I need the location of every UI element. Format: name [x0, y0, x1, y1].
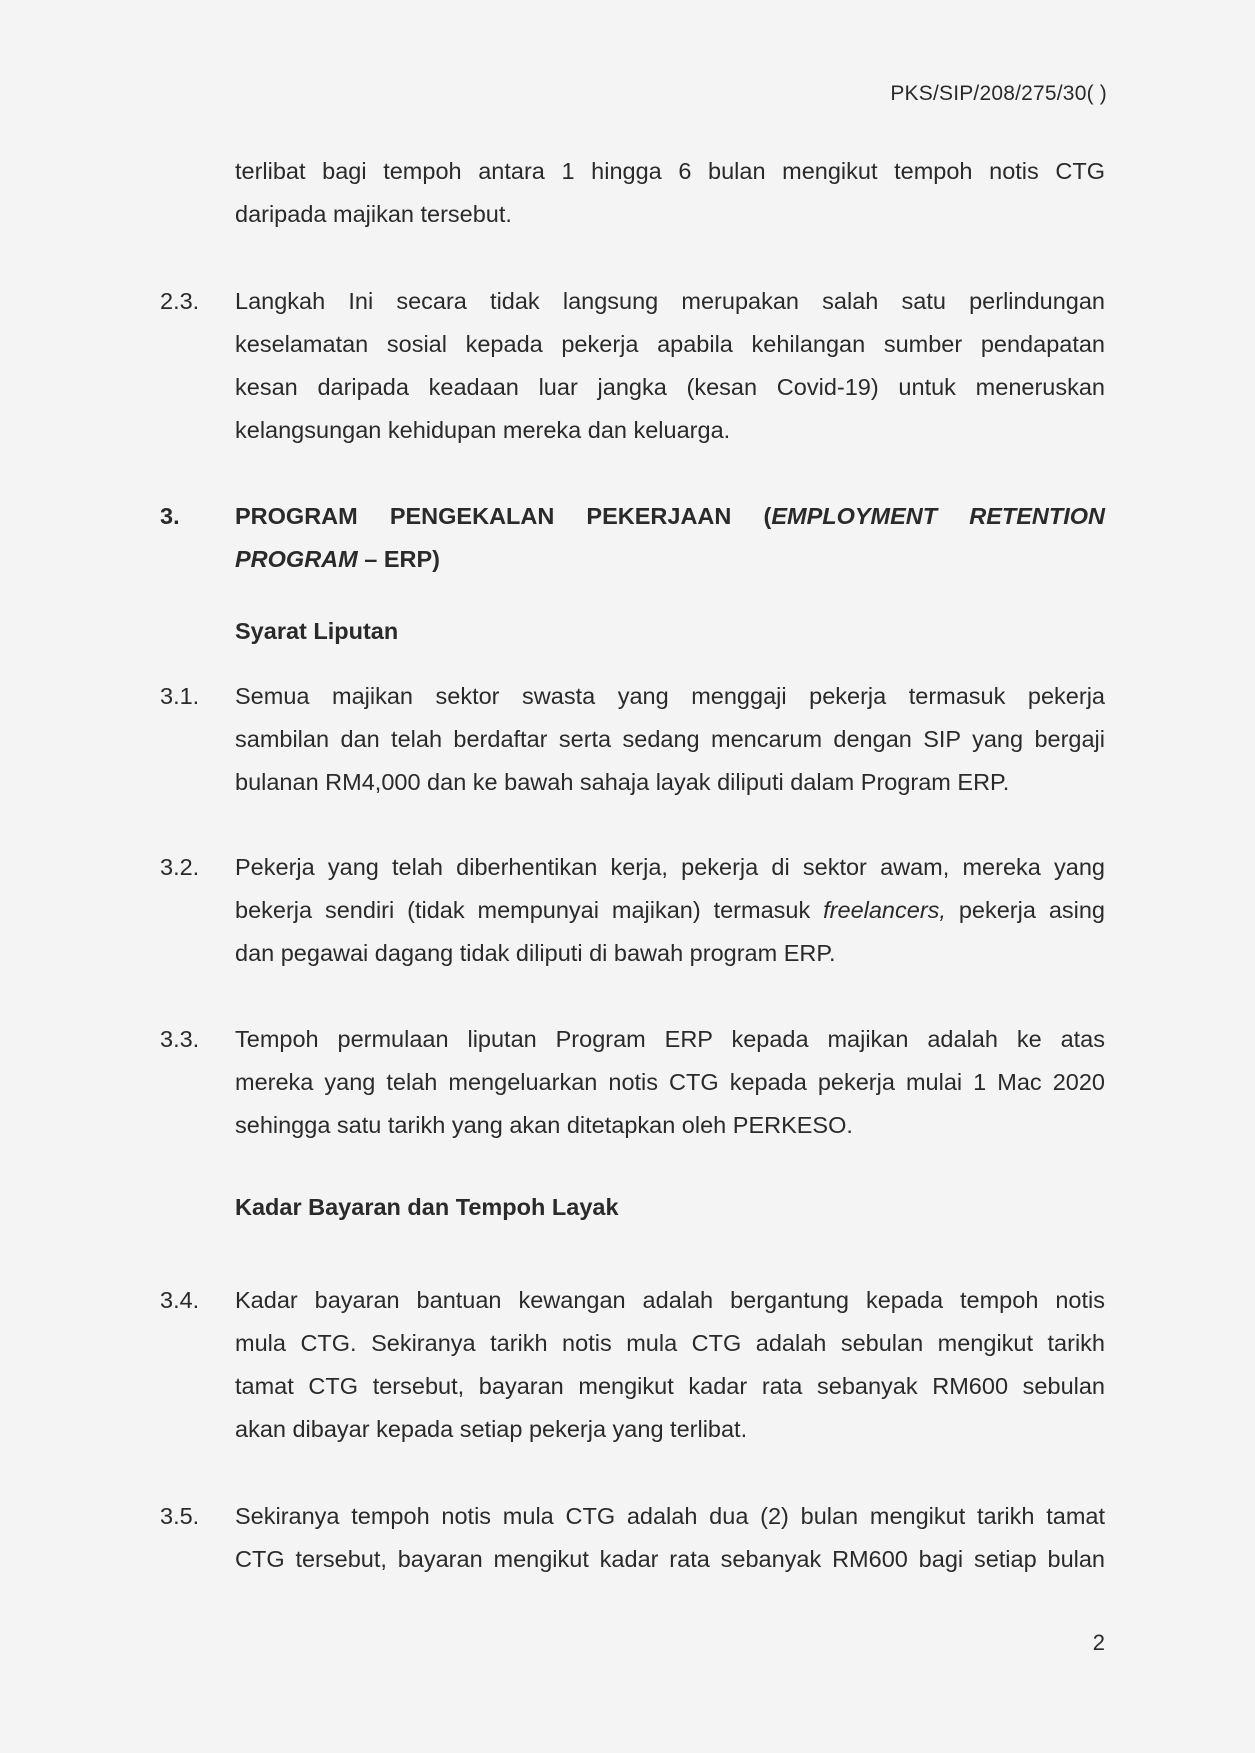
paragraph-number: 3.3.: [160, 1026, 200, 1052]
text-line: [235, 889, 1105, 932]
text-part: bekerja sendiri (tidak mempunyai majikan) termasuk: [235, 897, 824, 923]
section-title-italic: EMPLOYMENT RETENTION: [771, 503, 1105, 529]
paragraph-3-3: [160, 1018, 1105, 1147]
section-title-part: – ERP): [357, 546, 441, 572]
text-line: dan pegawai dagang tidak diliputi di bawah program ERP.: [235, 940, 836, 966]
text-line: sehingga satu tarikh yang akan ditetapkan oleh PERKESO.: [235, 1112, 853, 1138]
text-line: kelangsungan kehidupan mereka dan keluarga.: [235, 417, 731, 443]
paragraph-3-1: [160, 675, 1105, 804]
paragraph-2-3: [160, 280, 1105, 452]
text-line: sambilan dan telah berdaftar serta sedang mencarum dengan SIP yang bergaji: [235, 726, 1105, 752]
reference-number: PKS/SIP/208/275/30( ): [890, 82, 1107, 105]
section-title-italic: PROGRAM: [235, 546, 358, 572]
text-line: Tempoh permulaan liputan Program ERP kepada majikan adalah ke atas: [235, 1026, 1105, 1052]
section-title-line-1: [235, 495, 1105, 538]
section-3-heading: [160, 495, 1105, 581]
subheading-coverage: Syarat Liputan: [235, 618, 399, 644]
text-line: mula CTG. Sekiranya tarikh notis mula CTG adalah sebulan mengikut tarikh: [235, 1330, 1105, 1356]
paragraph-number: 3.2.: [160, 854, 200, 880]
paragraph-number: 3.5.: [160, 1503, 200, 1529]
page-number: 2: [1092, 1630, 1105, 1655]
paragraph-3-5: [160, 1495, 1105, 1581]
section-title-line-2: [235, 538, 1105, 581]
text-line: keselamatan sosial kepada pekerja apabila kehilangan sumber pendapatan: [235, 331, 1105, 357]
italic-term: freelancers,: [823, 897, 946, 923]
text-line: Langkah Ini secara tidak langsung merupakan salah satu perlindungan: [235, 288, 1105, 314]
text-line: bulanan RM4,000 dan ke bawah sahaja layak diliputi dalam Program ERP.: [235, 769, 1010, 795]
paragraph-continuation: [160, 150, 1105, 236]
paragraph-3-2: [160, 846, 1105, 975]
text-line: Pekerja yang telah diberhentikan kerja, pekerja di sektor awam, mereka yang: [235, 854, 1105, 880]
text-line: daripada majikan tersebut.: [235, 201, 512, 227]
text-line: Sekiranya tempoh notis mula CTG adalah dua (2) bulan mengikut tarikh tamat: [235, 1503, 1105, 1529]
text-part: pekerja asing: [945, 897, 1105, 923]
subheading-rate: Kadar Bayaran dan Tempoh Layak: [235, 1194, 619, 1220]
text-line: Semua majikan sektor swasta yang menggaji pekerja termasuk pekerja: [235, 683, 1105, 709]
paragraph-3-4: [160, 1279, 1105, 1451]
text-line: kesan daripada keadaan luar jangka (kesan Covid-19) untuk meneruskan: [235, 374, 1105, 400]
paragraph-number: 3.4.: [160, 1287, 200, 1313]
text-line: CTG tersebut, bayaran mengikut kadar rata sebanyak RM600 bagi setiap bulan: [235, 1546, 1105, 1572]
text-line: Kadar bayaran bantuan kewangan adalah bergantung kepada tempoh notis: [235, 1287, 1105, 1313]
section-title-part: PROGRAM PENGEKALAN PEKERJAAN (: [235, 503, 772, 529]
text-line: terlibat bagi tempoh antara 1 hingga 6 bulan mengikut tempoh notis CTG: [235, 158, 1105, 184]
section-number: 3.: [160, 503, 180, 529]
paragraph-number: 2.3.: [160, 288, 200, 314]
text-line: akan dibayar kepada setiap pekerja yang terlibat.: [235, 1416, 748, 1442]
text-line: tamat CTG tersebut, bayaran mengikut kadar rata sebanyak RM600 sebulan: [235, 1373, 1105, 1399]
text-line: mereka yang telah mengeluarkan notis CTG kepada pekerja mulai 1 Mac 2020: [235, 1069, 1105, 1095]
paragraph-number: 3.1.: [160, 683, 200, 709]
